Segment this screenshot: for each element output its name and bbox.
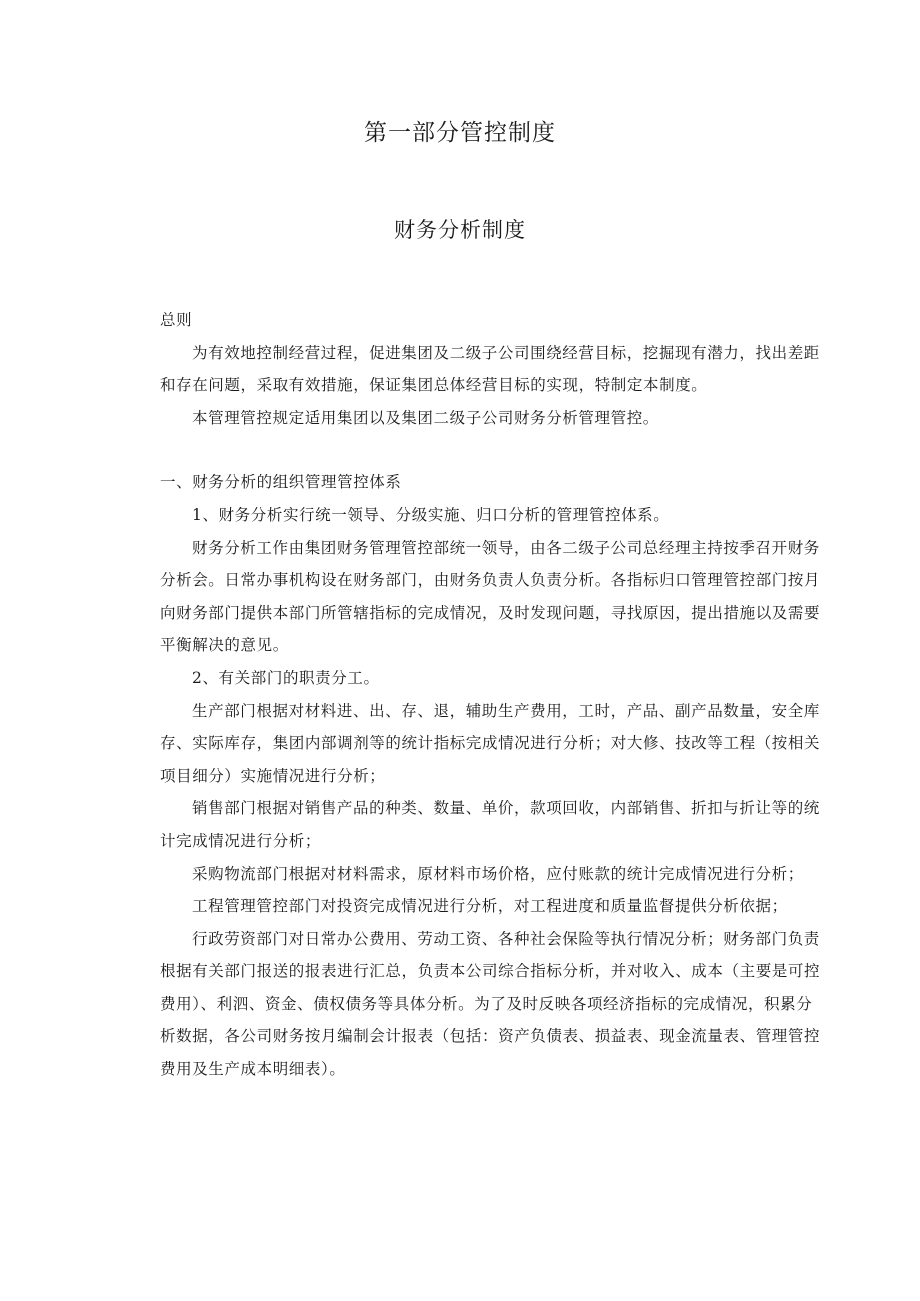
part-title: 第一部分管控制度 [364,120,556,146]
section-gap [160,434,822,466]
general-heading: 总则 [160,311,193,329]
duty-production: 生产部门根据对材料进、出、存、退，辅助生产费用，工时，产品、副产品数量，安全库存、实际库存，集团内部调剂等的统计指标完成情况进行分析；对大修、技改等工程（按相关项目细分）实施情况进行分析； [160,701,821,785]
duty-admin-finance: 行政劳资部门对日常办公费用、劳动工资、各种社会保险等执行情况分析；财务部门负责根据有关部门报送的报表进行汇总，负责本公司综合指标分析，并对收入、成本（主要是可控费用）、利泗、资金、债权债务等具体分析。为了及时反映各项经济指标的完成情况，积累分析数据，各公司财务按月编制会计报表（包括：资产负债表、损益表、现金流量表、管理管控费用及生产成本明细表）。 [160,929,821,1079]
general-paragraph-scope: 本管理管控规定适用集团以及集团二级子公司财务分析管理管控。 [192,408,659,427]
section1-item2-title: 2、有关部门的职责分工。 [192,668,380,687]
section1-item1-title: 1、财务分析实行统一领导、分级实施、归口分析的管理管控体系。 [192,505,670,524]
duty-engineering: 工程管理管控部门对投资完成情况进行分析，对工程进度和质量监督提供分析依据； [192,897,788,916]
duty-sales: 销售部门根据对销售产品的种类、数量、单价，款项回收，内部销售、折扣与折让等的统计完成情况进行分析； [160,799,820,850]
section-title: 财务分析制度 [394,218,526,242]
duty-procurement: 采购物流部门根据对材料需求，原材料市场价格，应付账款的统计完成情况进行分析； [192,864,804,883]
document-body [160,304,822,1086]
section1-heading: 一、财务分析的组织管理管控体系 [160,473,402,492]
general-paragraph-purpose: 为有效地控制经营过程，促进集团及二级子公司围绕经营目标，挖掘现有潜力，找出差距和存在问题，采取有效措施，保证集团总体经营目标的实现，特制定本制度。 [160,343,820,395]
section1-item1-body: 财务分析工作由集团财务管理管控部统一领导，由各二级子公司总经理主持按季召开财务分析会。日常办事机构设在财务部门，由财务负责人负责分析。各指标归口管理管控部门按月向财务部门提供本部门所管辖指标的完成情况，及时发现问题，寻找原因，提出措施以及需要平衡解决的意见。 [160,538,821,655]
